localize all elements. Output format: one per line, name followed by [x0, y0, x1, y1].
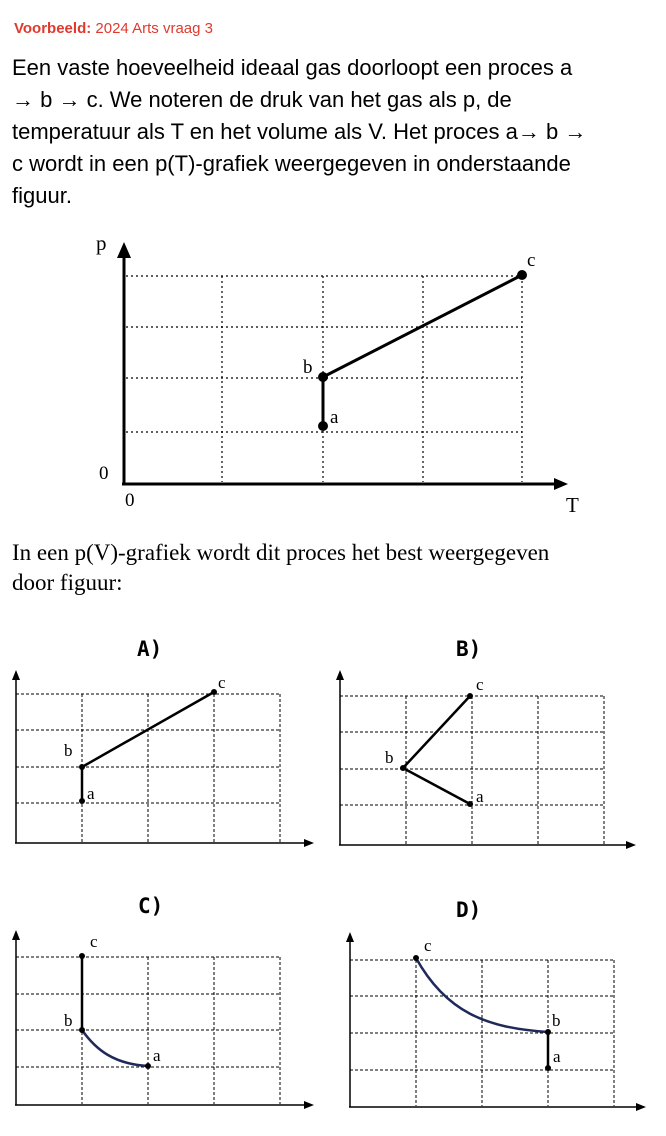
- option-b-graph[interactable]: [330, 630, 660, 860]
- question-text: [12, 52, 642, 212]
- option-d-label: D): [456, 898, 482, 922]
- arrow-icon: [346, 932, 354, 942]
- pt-graph: [0, 220, 666, 520]
- example-label: Voorbeeld:: [14, 20, 92, 37]
- arrow-icon: [304, 1101, 314, 1109]
- question-line: figuur.: [12, 183, 72, 208]
- arrow-icon: [336, 670, 344, 680]
- option-b-label: B): [456, 637, 482, 661]
- x-origin-label: 0: [125, 490, 135, 511]
- x-axis-arrow-icon: [554, 478, 568, 490]
- y-axis-arrow-icon: [117, 242, 131, 258]
- point-a-label: a: [153, 1046, 161, 1065]
- point-c-label: c: [218, 673, 226, 692]
- point-c-label: c: [527, 250, 536, 271]
- point-a-label: a: [330, 407, 339, 428]
- y-origin-label: 0: [99, 463, 109, 484]
- point-b: [318, 372, 328, 382]
- point-b-label: b: [552, 1011, 561, 1030]
- question-line: → b → c. We noteren de druk van het gas als p, de: [12, 87, 512, 112]
- x-axis-label: T: [566, 493, 579, 517]
- example-header: [14, 20, 213, 37]
- point-c-label: c: [476, 675, 484, 694]
- sub-question-text: [12, 538, 662, 598]
- arrow-icon: [12, 930, 20, 940]
- point-c: [517, 270, 527, 280]
- point-c-label: c: [90, 932, 98, 951]
- option-a-graph[interactable]: [0, 630, 330, 860]
- question-line: Een vaste hoeveelheid ideaal gas doorloopt een proces a: [12, 55, 573, 80]
- arrow-icon: [12, 670, 20, 680]
- y-axis-label: p: [96, 231, 107, 255]
- point-a-label: a: [87, 784, 95, 803]
- sub-question-line: In een p(V)-grafiek wordt dit proces het best weergegeven: [12, 540, 550, 565]
- arrow-icon: [636, 1103, 646, 1111]
- point-b-label: b: [64, 1011, 73, 1030]
- point-c-label: c: [424, 936, 432, 955]
- point-a-label: a: [476, 787, 484, 806]
- point-b-label: b: [64, 741, 73, 760]
- question-line: c wordt in een p(T)-grafiek weergegeven in onderstaande: [12, 151, 571, 176]
- option-d-graph[interactable]: [330, 888, 660, 1118]
- sub-question-line: door figuur:: [12, 570, 123, 595]
- arrow-icon: [626, 841, 636, 849]
- point-b-label: b: [303, 357, 313, 378]
- option-c-label: C): [138, 894, 164, 918]
- option-c-graph[interactable]: [0, 888, 330, 1118]
- arrow-icon: [304, 839, 314, 847]
- point-b-label: b: [385, 748, 394, 767]
- question-line: temperatuur als T en het volume als V. Het proces a→ b →: [12, 119, 587, 144]
- point-a: [318, 421, 328, 431]
- point-a-label: a: [553, 1047, 561, 1066]
- example-title: 2024 Arts vraag 3: [95, 20, 213, 37]
- option-a-label: A): [137, 637, 163, 661]
